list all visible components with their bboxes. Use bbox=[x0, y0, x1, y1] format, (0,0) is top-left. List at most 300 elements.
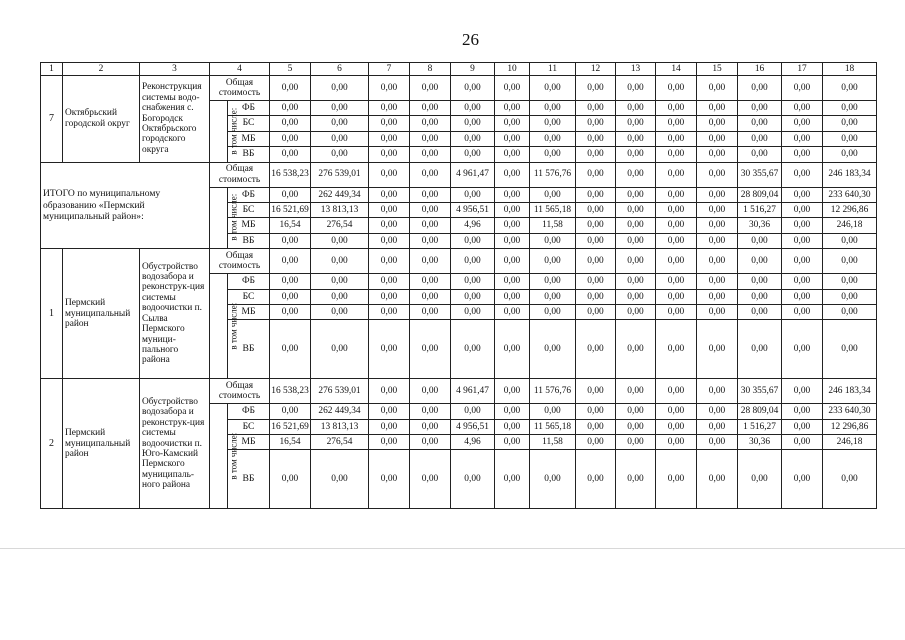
value-cell: 16 538,23 bbox=[270, 162, 311, 187]
including-label-text: в том числе: bbox=[228, 302, 239, 350]
value-cell: 0,00 bbox=[697, 218, 738, 233]
value-cell: 0,00 bbox=[616, 233, 656, 248]
value-cell: 11 565,18 bbox=[530, 202, 576, 217]
value-cell: 0,00 bbox=[410, 320, 451, 379]
value-cell: 0,00 bbox=[782, 404, 823, 419]
value-cell: 4,96 bbox=[451, 218, 495, 233]
value-cell: 16,54 bbox=[270, 435, 311, 450]
value-cell: 0,00 bbox=[738, 289, 782, 304]
value-cell: 0,00 bbox=[823, 76, 877, 101]
fund-code: БС bbox=[228, 289, 270, 304]
district-name: Пермский муниципальный район bbox=[63, 249, 140, 379]
value-cell: 0,00 bbox=[697, 419, 738, 434]
value-cell: 0,00 bbox=[782, 419, 823, 434]
value-cell: 0,00 bbox=[782, 162, 823, 187]
value-cell: 0,00 bbox=[782, 379, 823, 404]
value-cell: 0,00 bbox=[270, 404, 311, 419]
column-number: 7 bbox=[369, 63, 410, 76]
value-cell: 0,00 bbox=[697, 404, 738, 419]
value-cell: 276,54 bbox=[311, 218, 369, 233]
value-cell: 0,00 bbox=[369, 379, 410, 404]
value-cell: 0,00 bbox=[576, 162, 616, 187]
value-cell: 0,00 bbox=[616, 379, 656, 404]
value-cell: 0,00 bbox=[495, 116, 530, 131]
value-cell: 30,36 bbox=[738, 218, 782, 233]
value-cell: 0,00 bbox=[697, 116, 738, 131]
fund-code: ФБ bbox=[228, 101, 270, 116]
value-cell: 0,00 bbox=[451, 320, 495, 379]
column-number: 12 bbox=[576, 63, 616, 76]
value-cell: 276 539,01 bbox=[311, 162, 369, 187]
value-cell: 0,00 bbox=[495, 76, 530, 101]
value-cell: 0,00 bbox=[656, 202, 697, 217]
column-number: 4 bbox=[210, 63, 270, 76]
value-cell: 16,54 bbox=[270, 218, 311, 233]
value-cell: 0,00 bbox=[530, 289, 576, 304]
value-cell: 0,00 bbox=[410, 101, 451, 116]
value-cell: 0,00 bbox=[616, 249, 656, 274]
value-cell: 0,00 bbox=[782, 435, 823, 450]
value-cell: 0,00 bbox=[576, 379, 616, 404]
value-cell: 0,00 bbox=[576, 131, 616, 146]
value-cell: 0,00 bbox=[530, 76, 576, 101]
value-cell: 0,00 bbox=[697, 320, 738, 379]
value-cell: 4 961,47 bbox=[451, 162, 495, 187]
value-cell: 0,00 bbox=[697, 131, 738, 146]
value-cell: 0,00 bbox=[616, 404, 656, 419]
value-cell: 246,18 bbox=[823, 435, 877, 450]
value-cell: 0,00 bbox=[270, 131, 311, 146]
value-cell: 0,00 bbox=[495, 101, 530, 116]
value-cell: 0,00 bbox=[369, 147, 410, 162]
scan-edge-line bbox=[0, 548, 905, 549]
value-cell: 0,00 bbox=[495, 147, 530, 162]
column-number: 18 bbox=[823, 63, 877, 76]
value-cell: 0,00 bbox=[311, 147, 369, 162]
page-number: 26 bbox=[462, 30, 479, 49]
column-number: 16 bbox=[738, 63, 782, 76]
value-cell: 0,00 bbox=[495, 435, 530, 450]
value-cell: 0,00 bbox=[451, 233, 495, 248]
value-cell: 0,00 bbox=[270, 450, 311, 509]
value-cell: 0,00 bbox=[369, 304, 410, 319]
value-cell: 0,00 bbox=[738, 274, 782, 289]
value-cell: 0,00 bbox=[495, 304, 530, 319]
value-cell: 0,00 bbox=[782, 320, 823, 379]
value-cell: 0,00 bbox=[451, 289, 495, 304]
value-cell: 0,00 bbox=[369, 249, 410, 274]
value-cell: 0,00 bbox=[576, 304, 616, 319]
value-cell: 0,00 bbox=[270, 289, 311, 304]
value-cell: 11,58 bbox=[530, 435, 576, 450]
fund-code: МБ bbox=[228, 435, 270, 450]
value-cell: 0,00 bbox=[530, 320, 576, 379]
value-cell: 0,00 bbox=[451, 274, 495, 289]
value-cell: 0,00 bbox=[576, 249, 616, 274]
value-cell: 0,00 bbox=[616, 147, 656, 162]
value-cell: 0,00 bbox=[495, 249, 530, 274]
value-cell: 0,00 bbox=[576, 147, 616, 162]
value-cell: 0,00 bbox=[369, 404, 410, 419]
fund-code: ВБ bbox=[228, 147, 270, 162]
value-cell: 0,00 bbox=[369, 435, 410, 450]
value-cell: 0,00 bbox=[270, 320, 311, 379]
value-cell: 0,00 bbox=[697, 202, 738, 217]
value-cell: 28 809,04 bbox=[738, 187, 782, 202]
general-cost-label: Общая стоимость bbox=[210, 76, 270, 101]
value-cell: 0,00 bbox=[495, 233, 530, 248]
value-cell: 0,00 bbox=[823, 274, 877, 289]
value-cell: 0,00 bbox=[823, 131, 877, 146]
value-cell: 0,00 bbox=[410, 404, 451, 419]
value-cell: 0,00 bbox=[369, 218, 410, 233]
value-cell: 0,00 bbox=[656, 289, 697, 304]
value-cell: 0,00 bbox=[656, 320, 697, 379]
value-cell: 0,00 bbox=[369, 289, 410, 304]
value-cell: 0,00 bbox=[697, 450, 738, 509]
district-name: Пермский муниципальный район bbox=[63, 379, 140, 509]
value-cell: 0,00 bbox=[738, 249, 782, 274]
value-cell: 0,00 bbox=[530, 249, 576, 274]
value-cell: 0,00 bbox=[495, 274, 530, 289]
value-cell: 0,00 bbox=[576, 101, 616, 116]
value-cell: 0,00 bbox=[656, 218, 697, 233]
value-cell: 0,00 bbox=[369, 419, 410, 434]
value-cell: 0,00 bbox=[616, 202, 656, 217]
value-cell: 0,00 bbox=[782, 76, 823, 101]
value-cell: 0,00 bbox=[530, 450, 576, 509]
value-cell: 0,00 bbox=[451, 187, 495, 202]
value-cell: 0,00 bbox=[782, 218, 823, 233]
including-label-text: в том числе: bbox=[228, 432, 239, 480]
fund-code: БС bbox=[228, 419, 270, 434]
value-cell: 0,00 bbox=[451, 404, 495, 419]
value-cell: 12 296,86 bbox=[823, 419, 877, 434]
value-cell: 13 813,13 bbox=[311, 202, 369, 217]
value-cell: 0,00 bbox=[656, 101, 697, 116]
value-cell: 0,00 bbox=[576, 116, 616, 131]
value-cell: 0,00 bbox=[576, 187, 616, 202]
value-cell: 0,00 bbox=[410, 249, 451, 274]
value-cell: 0,00 bbox=[495, 162, 530, 187]
table-row bbox=[41, 76, 877, 101]
project-name: Обустройство водозабора и реконструк-ция системы водоочистки п. Юго-Камский Пермского муниципаль-ного района bbox=[140, 379, 210, 509]
value-cell: 0,00 bbox=[311, 76, 369, 101]
value-cell: 0,00 bbox=[495, 419, 530, 434]
value-cell: 0,00 bbox=[656, 162, 697, 187]
value-cell: 0,00 bbox=[782, 116, 823, 131]
value-cell: 0,00 bbox=[656, 76, 697, 101]
value-cell: 0,00 bbox=[410, 187, 451, 202]
value-cell: 262 449,34 bbox=[311, 187, 369, 202]
row-index: 7 bbox=[41, 76, 63, 163]
value-cell: 0,00 bbox=[495, 131, 530, 146]
value-cell: 0,00 bbox=[270, 116, 311, 131]
value-cell: 0,00 bbox=[823, 450, 877, 509]
value-cell: 0,00 bbox=[410, 202, 451, 217]
value-cell: 0,00 bbox=[738, 131, 782, 146]
value-cell: 0,00 bbox=[697, 379, 738, 404]
value-cell: 11,58 bbox=[530, 218, 576, 233]
value-cell: 0,00 bbox=[576, 218, 616, 233]
value-cell: 16 521,69 bbox=[270, 419, 311, 434]
value-cell: 0,00 bbox=[656, 131, 697, 146]
value-cell: 0,00 bbox=[738, 320, 782, 379]
value-cell: 0,00 bbox=[451, 76, 495, 101]
value-cell: 0,00 bbox=[270, 249, 311, 274]
value-cell: 0,00 bbox=[782, 101, 823, 116]
value-cell: 0,00 bbox=[495, 379, 530, 404]
value-cell: 11 576,76 bbox=[530, 379, 576, 404]
value-cell: 0,00 bbox=[616, 101, 656, 116]
value-cell: 0,00 bbox=[616, 131, 656, 146]
value-cell: 0,00 bbox=[576, 435, 616, 450]
value-cell: 0,00 bbox=[576, 404, 616, 419]
value-cell: 0,00 bbox=[656, 249, 697, 274]
fund-code: МБ bbox=[228, 218, 270, 233]
budget-table bbox=[40, 62, 877, 509]
value-cell: 0,00 bbox=[697, 162, 738, 187]
value-cell: 0,00 bbox=[369, 202, 410, 217]
value-cell: 0,00 bbox=[311, 450, 369, 509]
value-cell: 0,00 bbox=[410, 131, 451, 146]
value-cell: 1 516,27 bbox=[738, 419, 782, 434]
value-cell: 0,00 bbox=[823, 249, 877, 274]
column-number: 5 bbox=[270, 63, 311, 76]
fund-code: БС bbox=[228, 202, 270, 217]
value-cell: 0,00 bbox=[410, 233, 451, 248]
value-cell: 0,00 bbox=[823, 304, 877, 319]
value-cell: 0,00 bbox=[738, 147, 782, 162]
value-cell: 0,00 bbox=[616, 435, 656, 450]
value-cell: 0,00 bbox=[410, 274, 451, 289]
value-cell: 0,00 bbox=[530, 116, 576, 131]
value-cell: 0,00 bbox=[495, 202, 530, 217]
value-cell: 0,00 bbox=[311, 274, 369, 289]
value-cell: 0,00 bbox=[451, 101, 495, 116]
column-number: 9 bbox=[451, 63, 495, 76]
value-cell: 0,00 bbox=[530, 274, 576, 289]
value-cell: 0,00 bbox=[369, 101, 410, 116]
value-cell: 0,00 bbox=[530, 131, 576, 146]
value-cell: 0,00 bbox=[311, 304, 369, 319]
value-cell: 0,00 bbox=[311, 320, 369, 379]
value-cell: 0,00 bbox=[738, 116, 782, 131]
value-cell: 0,00 bbox=[311, 116, 369, 131]
value-cell: 0,00 bbox=[656, 147, 697, 162]
column-number: 15 bbox=[697, 63, 738, 76]
row-index: 1 bbox=[41, 249, 63, 379]
value-cell: 0,00 bbox=[616, 218, 656, 233]
column-number: 13 bbox=[616, 63, 656, 76]
general-cost-label: Общая стоимость bbox=[210, 249, 270, 274]
value-cell: 276,54 bbox=[311, 435, 369, 450]
value-cell: 262 449,34 bbox=[311, 404, 369, 419]
value-cell: 0,00 bbox=[369, 116, 410, 131]
value-cell: 0,00 bbox=[369, 450, 410, 509]
value-cell: 4 956,51 bbox=[451, 419, 495, 434]
value-cell: 0,00 bbox=[369, 131, 410, 146]
value-cell: 30,36 bbox=[738, 435, 782, 450]
including-label bbox=[210, 101, 239, 163]
fund-code: БС bbox=[228, 116, 270, 131]
value-cell: 0,00 bbox=[451, 131, 495, 146]
value-cell: 0,00 bbox=[616, 274, 656, 289]
value-cell: 0,00 bbox=[369, 76, 410, 101]
value-cell: 0,00 bbox=[782, 274, 823, 289]
including-label bbox=[210, 187, 239, 249]
project-name: Реконструкция системы водо-снабжения с. Богородск Октябрьского городского округа bbox=[140, 76, 210, 163]
value-cell: 246 183,34 bbox=[823, 162, 877, 187]
column-number: 2 bbox=[63, 63, 140, 76]
value-cell: 0,00 bbox=[410, 435, 451, 450]
value-cell: 0,00 bbox=[782, 450, 823, 509]
value-cell: 0,00 bbox=[495, 320, 530, 379]
value-cell: 4 961,47 bbox=[451, 379, 495, 404]
value-cell: 0,00 bbox=[616, 304, 656, 319]
including-label bbox=[210, 274, 239, 379]
value-cell: 4 956,51 bbox=[451, 202, 495, 217]
value-cell: 0,00 bbox=[451, 116, 495, 131]
value-cell: 0,00 bbox=[451, 249, 495, 274]
value-cell: 0,00 bbox=[311, 101, 369, 116]
value-cell: 0,00 bbox=[495, 289, 530, 304]
fund-code: ВБ bbox=[228, 450, 270, 509]
value-cell: 30 355,67 bbox=[738, 379, 782, 404]
value-cell: 0,00 bbox=[270, 274, 311, 289]
value-cell: 12 296,86 bbox=[823, 202, 877, 217]
fund-code: МБ bbox=[228, 131, 270, 146]
value-cell: 0,00 bbox=[530, 233, 576, 248]
value-cell: 0,00 bbox=[656, 419, 697, 434]
value-cell: 0,00 bbox=[697, 435, 738, 450]
value-cell: 0,00 bbox=[530, 404, 576, 419]
value-cell: 0,00 bbox=[782, 202, 823, 217]
value-cell: 0,00 bbox=[369, 162, 410, 187]
value-cell: 0,00 bbox=[616, 320, 656, 379]
value-cell: 0,00 bbox=[697, 274, 738, 289]
value-cell: 0,00 bbox=[495, 450, 530, 509]
district-name: Октябрьский городской округ bbox=[63, 76, 140, 163]
value-cell: 16 538,23 bbox=[270, 379, 311, 404]
value-cell: 0,00 bbox=[495, 218, 530, 233]
value-cell: 0,00 bbox=[576, 202, 616, 217]
value-cell: 0,00 bbox=[270, 76, 311, 101]
value-cell: 0,00 bbox=[530, 304, 576, 319]
value-cell: 0,00 bbox=[823, 289, 877, 304]
value-cell: 0,00 bbox=[697, 249, 738, 274]
value-cell: 0,00 bbox=[410, 304, 451, 319]
value-cell: 0,00 bbox=[782, 131, 823, 146]
value-cell: 0,00 bbox=[410, 419, 451, 434]
value-cell: 13 813,13 bbox=[311, 419, 369, 434]
value-cell: 0,00 bbox=[410, 147, 451, 162]
fund-code: ВБ bbox=[228, 320, 270, 379]
column-number: 10 bbox=[495, 63, 530, 76]
value-cell: 0,00 bbox=[410, 289, 451, 304]
value-cell: 0,00 bbox=[697, 76, 738, 101]
value-cell: 0,00 bbox=[576, 274, 616, 289]
value-cell: 28 809,04 bbox=[738, 404, 782, 419]
value-cell: 0,00 bbox=[451, 450, 495, 509]
including-label-text: в том числе: bbox=[228, 107, 239, 155]
value-cell: 0,00 bbox=[823, 320, 877, 379]
value-cell: 0,00 bbox=[656, 379, 697, 404]
total-label: ИТОГО по муниципальному образованию «Пермский муниципальный район»: bbox=[41, 162, 210, 249]
value-cell: 0,00 bbox=[738, 450, 782, 509]
value-cell: 0,00 bbox=[311, 249, 369, 274]
value-cell: 0,00 bbox=[576, 76, 616, 101]
value-cell: 0,00 bbox=[576, 289, 616, 304]
value-cell: 0,00 bbox=[495, 404, 530, 419]
value-cell: 0,00 bbox=[270, 101, 311, 116]
column-number: 6 bbox=[311, 63, 369, 76]
value-cell: 0,00 bbox=[311, 131, 369, 146]
value-cell: 0,00 bbox=[369, 274, 410, 289]
value-cell: 0,00 bbox=[530, 187, 576, 202]
value-cell: 0,00 bbox=[410, 379, 451, 404]
column-number: 14 bbox=[656, 63, 697, 76]
value-cell: 0,00 bbox=[616, 116, 656, 131]
value-cell: 30 355,67 bbox=[738, 162, 782, 187]
value-cell: 0,00 bbox=[616, 76, 656, 101]
header-row bbox=[41, 63, 877, 76]
value-cell: 0,00 bbox=[616, 419, 656, 434]
fund-code: ФБ bbox=[228, 187, 270, 202]
value-cell: 0,00 bbox=[270, 147, 311, 162]
value-cell: 0,00 bbox=[270, 304, 311, 319]
value-cell: 0,00 bbox=[530, 101, 576, 116]
value-cell: 0,00 bbox=[616, 450, 656, 509]
fund-code: ФБ bbox=[228, 274, 270, 289]
value-cell: 0,00 bbox=[738, 233, 782, 248]
value-cell: 0,00 bbox=[410, 76, 451, 101]
column-number: 17 bbox=[782, 63, 823, 76]
value-cell: 0,00 bbox=[576, 233, 616, 248]
value-cell: 1 516,27 bbox=[738, 202, 782, 217]
value-cell: 0,00 bbox=[656, 116, 697, 131]
table-row bbox=[41, 379, 877, 404]
value-cell: 0,00 bbox=[495, 187, 530, 202]
value-cell: 0,00 bbox=[823, 101, 877, 116]
table-row bbox=[41, 162, 877, 187]
column-number: 3 bbox=[140, 63, 210, 76]
value-cell: 0,00 bbox=[823, 147, 877, 162]
value-cell: 233 640,30 bbox=[823, 187, 877, 202]
value-cell: 0,00 bbox=[697, 147, 738, 162]
value-cell: 0,00 bbox=[782, 304, 823, 319]
value-cell: 0,00 bbox=[697, 101, 738, 116]
value-cell: 0,00 bbox=[576, 419, 616, 434]
value-cell: 0,00 bbox=[697, 233, 738, 248]
fund-code: ВБ bbox=[228, 233, 270, 248]
value-cell: 0,00 bbox=[616, 162, 656, 187]
value-cell: 0,00 bbox=[451, 304, 495, 319]
value-cell: 0,00 bbox=[369, 233, 410, 248]
including-label bbox=[210, 404, 239, 509]
value-cell: 0,00 bbox=[738, 101, 782, 116]
value-cell: 0,00 bbox=[656, 435, 697, 450]
value-cell: 0,00 bbox=[410, 116, 451, 131]
value-cell: 0,00 bbox=[738, 76, 782, 101]
value-cell: 0,00 bbox=[410, 218, 451, 233]
value-cell: 0,00 bbox=[656, 404, 697, 419]
value-cell: 0,00 bbox=[782, 187, 823, 202]
value-cell: 0,00 bbox=[616, 187, 656, 202]
value-cell: 0,00 bbox=[738, 304, 782, 319]
value-cell: 0,00 bbox=[782, 249, 823, 274]
value-cell: 16 521,69 bbox=[270, 202, 311, 217]
